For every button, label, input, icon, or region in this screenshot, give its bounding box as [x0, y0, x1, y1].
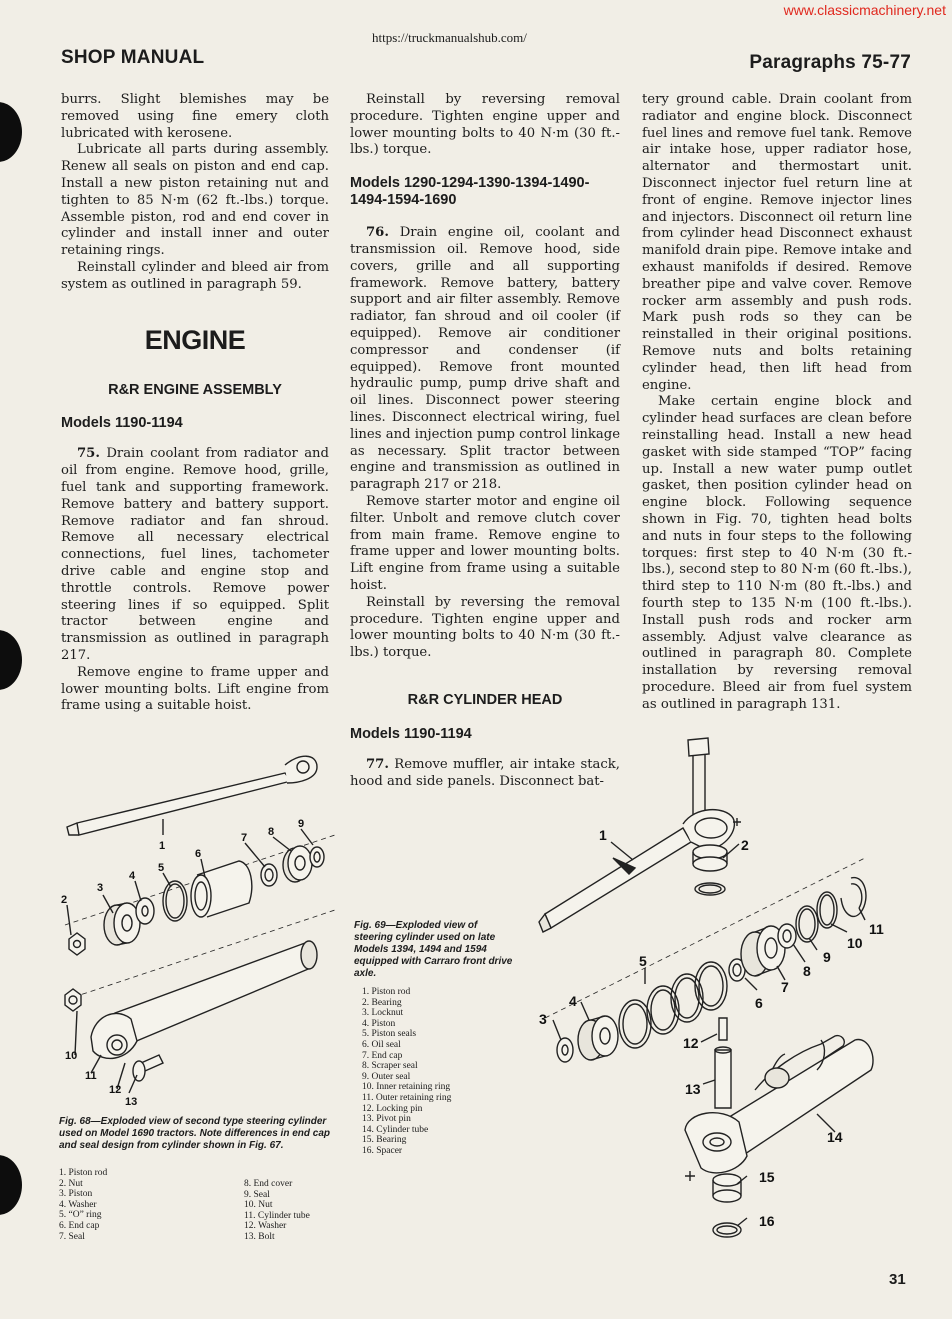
part-label: 9 — [298, 818, 305, 830]
text-paragraph: Reinstall by reversing removal procedure. Tighten engine upper and lower mounting bolts to 40 N·m (30 ft.-lbs.) torque. — [350, 92, 620, 158]
text-paragraph: tery ground cable. Drain coolant from radiator and engine block. Disconnect fuel lines and remove fuel tank. Remove air intake hose, upper radiator hose, alternator and thermostart unit. Disconnect injector fuel return line at front of engine. Remove injector lines and injectors. Disconnect oil return line from cylinder head Disconnect exhaust manifold drain pipe. Remove intake and exhaust manifolds if desired. Remove breather pipe and valve cover. Remove rocker arm assembly and push rods. Mark push rods so they can be reinstalled in their original positions. Remove nuts and bolts retaining cylinder head, then lift head from engine. — [642, 92, 912, 393]
column-1 — [61, 92, 329, 715]
part-label: 13 — [685, 1081, 701, 1097]
figure-69-drawing — [525, 718, 905, 1248]
watermark[interactable]: www.classicmachinery.net — [783, 2, 946, 18]
part-label: 12 — [109, 1084, 122, 1096]
part-item: 5. Piston seals — [362, 1029, 417, 1040]
part-item: 11. Outer retaining ring — [362, 1092, 452, 1103]
paragraph-number: 75. — [77, 446, 100, 462]
part-item: 7. End cap — [362, 1050, 403, 1061]
part-item: 9. Outer seal — [362, 1071, 411, 1082]
figure-68-drawing — [55, 745, 345, 1110]
part-label: 7 — [781, 979, 789, 995]
column-3 — [642, 92, 912, 713]
part-label: 5 — [639, 953, 647, 969]
binding-hole — [0, 1155, 22, 1215]
figure-68-parts-left — [59, 1168, 199, 1242]
part-label: 3 — [539, 1011, 547, 1027]
binding-hole — [0, 630, 22, 690]
page-number: 31 — [889, 1271, 906, 1288]
part-label: 6 — [755, 995, 763, 1011]
part-item: 1. Piston rod — [59, 1168, 108, 1178]
part-label: 11 — [85, 1070, 97, 1082]
text-paragraph: Lubricate all parts during assembly. Renew all seals on piston and end cap. Install a new piston retaining nut and tighten to 85 N·m (62 ft.-lbs.) torque. Assemble piston, rod and end cover in cylinder and install inner and outer retaining rings. — [61, 142, 329, 259]
part-item: 4. Piston — [362, 1018, 396, 1029]
part-item: 12. Washer — [244, 1221, 287, 1232]
figure-68-caption: Fig. 68—Exploded view of second type steering cylinder used on Model 1690 tractors. Note differences in end cap and seal design from cylinder shown in Fig. 67. — [59, 1116, 331, 1151]
binding-hole — [0, 102, 22, 162]
part-label: 14 — [827, 1129, 843, 1145]
part-item: 12. Locking pin — [362, 1103, 423, 1114]
part-label: 5 — [158, 862, 165, 874]
part-item: 4. Washer — [59, 1199, 97, 1210]
models-heading: Models 1290-1294-1390-1394-1490-1494-1594-1690 — [350, 175, 590, 209]
part-label: 2 — [741, 837, 749, 853]
source-url[interactable]: https://truckmanualshub.com/ — [372, 30, 527, 45]
part-item: 15. Bearing — [362, 1135, 407, 1146]
section-title: ENGINE — [144, 324, 246, 355]
part-label: 15 — [759, 1169, 775, 1185]
subsection-title: R&R ENGINE ASSEMBLY — [108, 382, 282, 399]
part-item: 16. Spacer — [362, 1145, 403, 1156]
part-label: 10 — [847, 935, 863, 951]
part-item: 6. Oil seal — [362, 1039, 401, 1050]
part-label: 1 — [599, 827, 607, 843]
part-item: 13. Pivot pin — [362, 1114, 411, 1125]
figure-69-parts — [362, 987, 492, 1157]
part-item: 3. Piston — [59, 1189, 93, 1200]
part-item: 8. End cover — [244, 1179, 293, 1189]
text-paragraph: Remove starter motor and engine oil filter. Unbolt and remove clutch cover from main frame. Remove engine to frame upper and lower mounting bolts. Lift engine from frame using a suitable hoist. — [350, 493, 620, 593]
part-label: 8 — [268, 826, 275, 838]
text-paragraph: Drain engine oil, coolant and transmission oil. Remove hood, side covers, grille and all supporting framework. Remove battery, battery support and air filter assembly. Remove radiator, fan shroud and oil cooler (if equipped). Remove air conditioner compressor and condenser (if equipped). Remove front mounted hydraulic pump, pump drive shaft and oil lines. Disconnect power steering lines. Disconnect electrical wiring, fuel lines and injection pump control linkage as necessary. Split tractor between engine and transmission as outlined in paragraph 217 or 218. — [350, 225, 620, 493]
part-label: 7 — [241, 832, 248, 844]
part-item: 2. Nut — [59, 1178, 83, 1189]
part-label: 3 — [97, 882, 104, 894]
text-paragraph: burrs. Slight blemishes may be removed using fine emery cloth lubricated with kerosene. — [61, 92, 329, 141]
part-item: 13. Bolt — [244, 1231, 275, 1242]
text-paragraph: Make certain engine block and cylinder head surfaces are clean before reinstalling head. Install a new head gasket with side stamped “TOP” facing up. Install a new water pump outlet gasket, then position cylinder head on engine block. Following sequence shown in Fig. 70, tighten head bolts and nuts in four steps to the following torques: first step to 40 N·m (30 ft.-lbs.), second step to 80 N·m (60 ft.-lbs.), third step to 110 N·m (80 ft.-lbs.) and fourth step to 135 N·m (100 ft.-lbs.). Install push rods and rocker arm assembly. Adjust valve clearance as outlined in paragraph 80. Complete installation by reversing removal procedure. Bleed air from fuel system as outlined in paragraph 131. — [642, 394, 912, 712]
part-item: 10. Inner retaining ring — [362, 1082, 451, 1093]
text-paragraph: Reinstall by reversing the removal procedure. Tighten engine upper and lower mounting bolts to 40 N·m (30 ft.-lbs.) torque. — [350, 594, 620, 661]
models-heading: Models 1190-1194 — [350, 725, 472, 742]
part-label: 1 — [159, 840, 166, 852]
part-item: 5. “O” ring — [59, 1210, 102, 1221]
part-label: 13 — [125, 1096, 138, 1108]
part-item: 7. Seal — [59, 1231, 85, 1242]
part-item: 11. Cylinder tube — [244, 1210, 310, 1221]
subsection-title: R&R CYLINDER HEAD — [407, 691, 563, 708]
figure-68-parts-right — [244, 1179, 344, 1243]
header-left: SHOP MANUAL — [61, 47, 205, 68]
part-item: 9. Seal — [244, 1189, 270, 1200]
part-item: 3. Locknut — [362, 1008, 404, 1019]
part-item: 2. Bearing — [362, 997, 402, 1008]
part-label: 12 — [683, 1035, 699, 1051]
text-paragraph: Remove engine to frame upper and lower mounting bolts. Lift engine from frame using a suitable hoist. — [61, 664, 329, 714]
figure-69-caption: Fig. 69—Exploded view of steering cylinder used on late Models 1394, 1494 and 1594 equipped with Carraro front drive axle. — [354, 920, 513, 979]
part-label: 4 — [569, 993, 577, 1009]
part-label: 9 — [823, 949, 831, 965]
part-label: 11 — [869, 921, 884, 937]
part-item: 6. End cap — [59, 1220, 100, 1231]
paragraph-number: 77. — [366, 756, 389, 772]
part-item: 10. Nut — [244, 1200, 273, 1211]
models-heading: Models 1190-1194 — [61, 415, 183, 432]
part-label: 8 — [803, 963, 811, 979]
part-label: 4 — [129, 870, 136, 882]
part-item: 8. Scraper seal — [362, 1061, 418, 1072]
text-paragraph: Remove muffler, air intake stack, hood and side panels. Disconnect bat- — [350, 756, 620, 789]
part-label: 10 — [65, 1050, 78, 1062]
part-item: 1. Piston rod — [362, 987, 411, 997]
header-right: Paragraphs 75-77 — [749, 52, 911, 73]
part-item: 14. Cylinder tube — [362, 1124, 429, 1135]
text-paragraph: Reinstall cylinder and bleed air from system as outlined in paragraph 59. — [61, 259, 329, 292]
part-label: 6 — [195, 848, 202, 860]
part-label: 16 — [759, 1213, 775, 1229]
part-label: 2 — [61, 894, 68, 906]
column-2 — [350, 92, 620, 791]
text-paragraph: Drain coolant from radiator and oil from engine. Remove hood, grille, fuel tank and supporting framework. Remove battery and battery support. Remove radiator and fan shroud. Remove all necessary electrical connections, fuel lines, tachometer drive cable and engine stop and throttle controls. Remove power steering lines if so equipped. Split tractor between engine and transmission as outlined in paragraph 217. — [61, 446, 329, 663]
paragraph-number: 76. — [366, 225, 389, 241]
